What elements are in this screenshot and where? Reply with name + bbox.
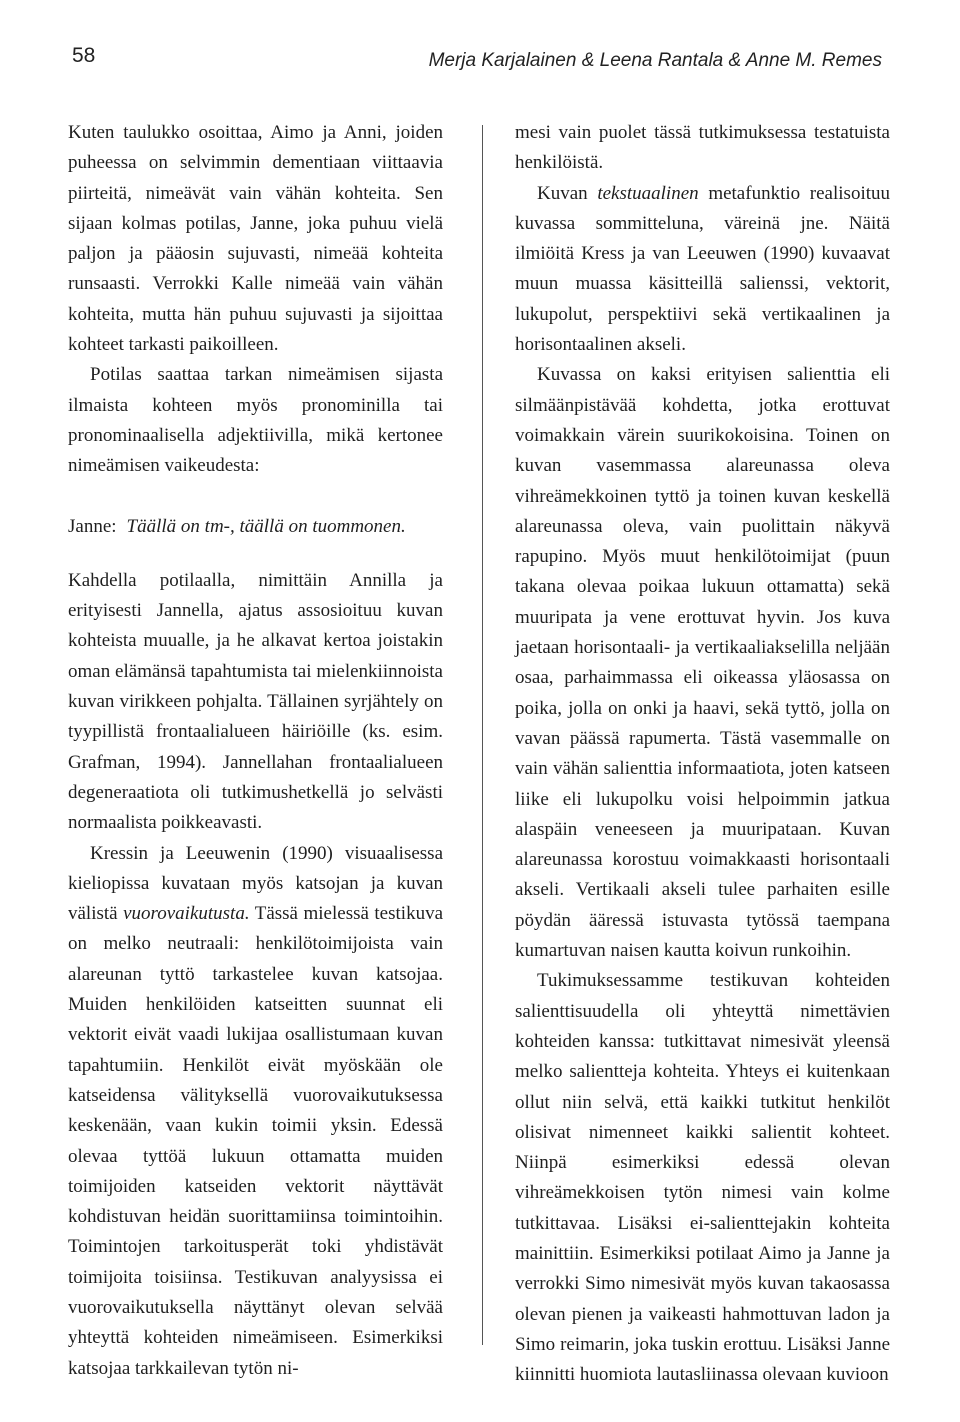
paragraph: Kuten taulukko osoittaa, Aimo ja Anni, joiden puheessa on selvimmin dementiaan viittaavia piirteitä, nimeävät vain vähän kohteita. Sen sijaan kolmas potilas, Janne, joka puhuu vielä paljon ja pääosin sujuvasti, nimeää kohteita runsaasti. Verrokki Kalle nimeää vain vähän kohteita, mutta hän puhuu sujuvasti ja sijoittaa kohteet tarkasti paikoilleen. — [68, 122, 443, 356]
dialogue-excerpt — [68, 512, 443, 542]
column-divider — [482, 125, 483, 1345]
italic-term: tekstuaalinen — [597, 182, 699, 204]
italic-term: vuorovaikutusta. — [123, 903, 250, 925]
paragraph-text: Kuvan — [537, 182, 588, 204]
page-number: 58 — [72, 44, 96, 67]
paragraph-text: Tässä mielessä testikuva on melko neutraali: henkilötoimijoista vain alareunan tyttö tarkastelee kuvan katsojaa. Muiden henkilöiden katseitten suunnat eli vektorit eivät vaadi lukijaa osallistumaan kuvan tapahtumiin. Henkilöt eivät myöskään ole katseidensa välityksellä vuorovaikutuksessa keskenään, vaan kukin toimii yksin. Edessä olevaa tyttöä lukuun ottamatta muiden toimijoiden katseiden vektorit näyttävät kohdistuvan heidän suorittamiinsa toimintoihin. Toimintojen tarkoitusperät toki yhdistävät toimijoita toisiinsa. Testikuvan analyysissa ei vuorovaikutuksella näyttänyt olevan selvää yhteyttä kohteiden nimeämiseen. Esimerkiksi katsojaa tarkkailevan tytön ni- — [68, 903, 443, 1379]
paragraph: Tukimuksessamme testikuvan kohteiden salienttisuudella oli yhteyttä nimettävien kohteiden kanssa: tutkittavat nimesivät yleensä melko salientteja kohteita. Yhteys ei kuitenkaan ollut niin selvä, että kaikki tutkitut henkilöt olisivat nimenneet kaikki salientit kohteet. Niinpä esimerkiksi edessä olevan vihreämekkoisen tytön nimesi vain kolme tutkittavaa. Lisäksi ei-salienttejakin kohteita mainittiin. Esimerkiksi potilaat Aimo ja Janne ja verrokki Simo nimesivät myös kuvan takaosassa olevan pienen ja vaikeasti hahmottuvan ladon ja Simo reimarin, joka tuskin erottuu. Lisäksi Janne kiinnitti huomiota lautasliinassa olevaan kuvioon — [515, 970, 890, 1386]
paragraph — [515, 179, 890, 361]
running-head: Merja Karjalainen & Leena Rantala & Anne M. Remes — [428, 50, 882, 71]
right-column — [515, 118, 890, 1390]
left-column — [68, 118, 443, 1384]
excerpt-speech: Täällä on tm-, täällä on tuommonen. — [126, 515, 406, 537]
paragraph-text: Kressin ja Leeuwenin (1990) visuaalisessa kieliopissa kuvataan myös katsojan ja kuvan välistä — [68, 842, 443, 925]
paragraph: Kahdella potilaalla, nimittäin Annilla ja erityisesti Jannella, ajatus assosioituu kuvan kohteista muualle, ja he alkavat kertoa joistakin oman elämänsä tapahtumista tai mielenkiinnoista kuvan virikkeen pohjalta. Tällainen syrjähtely on tyypillistä frontaalialueen häiriöille (ks. esim. Grafman, 1994). Jannellahan frontaalialueen degeneraatiota oli tutkimushetkellä jo selvästi normaalista poikkeavasti. — [68, 569, 443, 834]
paragraph-text: metafunktio realisoituu kuvassa sommitteluna, väreinä jne. Näitä ilmiöitä Kress ja van Leeuwen (1990) kuvaavat muun muassa käsitteillä salienssi, vektorit, lukupolut, perspektiivi sekä vertikaalinen ja horisontaalinen akseli. — [515, 182, 890, 356]
paragraph: Kuvassa on kaksi erityisen salienttia eli silmäänpistävää kohdetta, jotka erottuvat voimakkain värein suurikokoisina. Toinen on kuvan vasemmassa alareunassa oleva vihreämekkoinen tyttö ja toinen kuvan keskellä alareunassa oleva, vain puolittain näkyvä rapupino. Myös muut henkilötoimijat (puun takana olevaa poikaa lukuun ottamatta) sekä muuripata ja vene erottuvat hyvin. Jos kuva jaetaan horisontaali- ja vertikaaliakselilla neljään osaa, parhaimmassa eli oikeassa yläosassa on poika, jolla on onki ja haavi, sekä tyttö, jolla on vavan päässä rapumerta. Tästä vasemmalle on vain vähän salienttia informaatiota, joten katseen liike eli lukupolku voisi helpoimmin jatkua alaspäin veneeseen ja muuripataan. Kuvan alareunassa korostuu voimakkaasti horisontaali akseli. Vertikaali akseli tulee parhaiten esille pöydän ääressä istuvasta tytössä taempana kumartuvan naisen kautta koivun runkoihin. — [515, 364, 890, 962]
paragraph: mesi vain puolet tässä tutkimuksessa testatuista henkilöistä. — [515, 122, 890, 174]
excerpt-speaker: Janne: — [68, 515, 117, 537]
paragraph: Potilas saattaa tarkan nimeämisen sijasta ilmaista kohteen myös pronominilla tai pronominaalisella adjektiivilla, mikä kertonee nimeämisen vaikeudesta: — [68, 364, 443, 477]
paragraph — [68, 839, 443, 1384]
